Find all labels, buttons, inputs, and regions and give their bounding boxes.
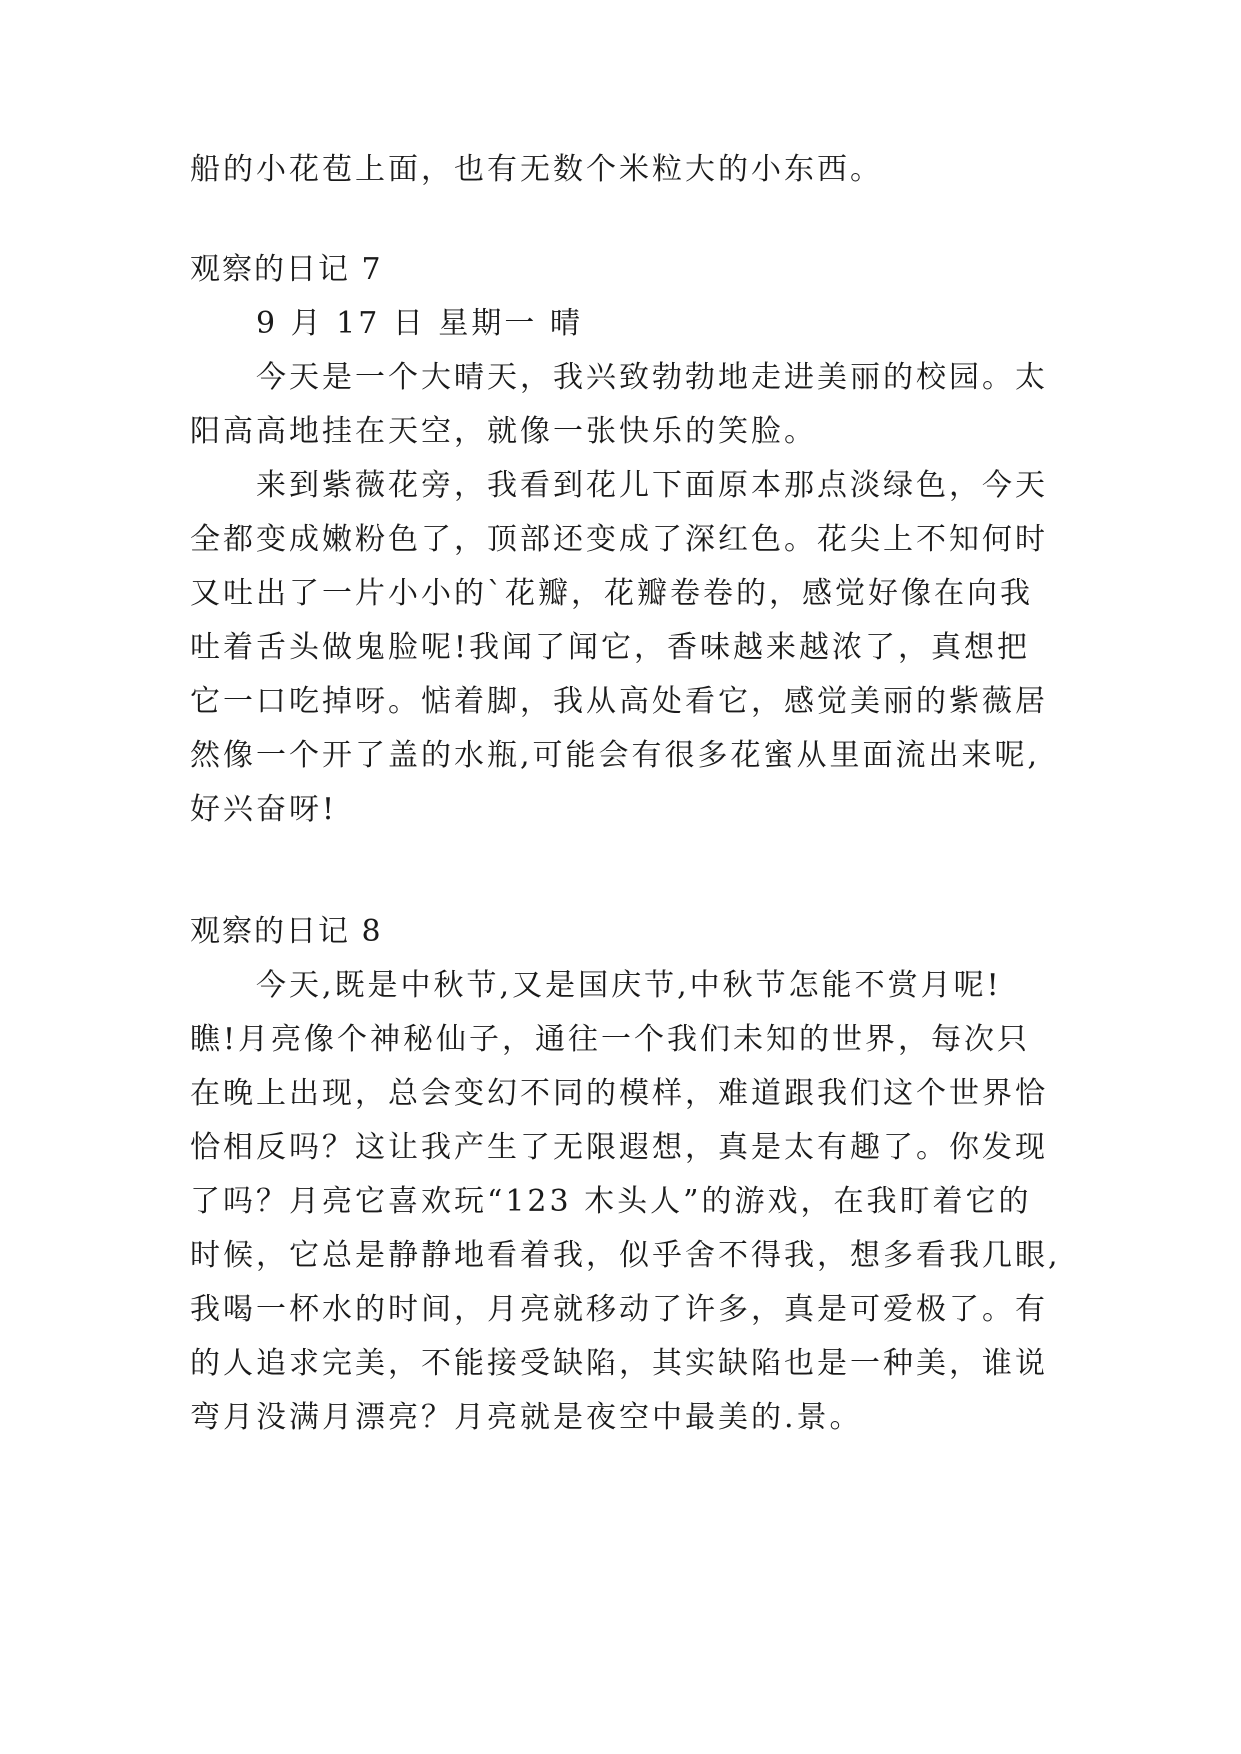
entry-7-line-4: 全都变成嫩粉色了，顶部还变成了深红色。花尖上不知何时 <box>190 522 1048 557</box>
entry-8-line-8: 的人追求完美，不能接受缺陷，其实缺陷也是一种美，谁说 <box>190 1346 1048 1381</box>
entry-8-line-1: 今天,既是中秋节,又是国庆节,中秋节怎能不赏月呢! <box>256 968 1002 1003</box>
entry-7-line-7: 它一口吃掉呀。惦着脚，我从高处看它，感觉美丽的紫薇居 <box>190 684 1048 719</box>
entry-8-line-9: 弯月没满月漂亮？月亮就是夜空中最美的.景。 <box>190 1400 863 1435</box>
entry-7-line-1: 今天是一个大晴天，我兴致勃勃地走进美丽的校园。太 <box>256 360 1048 395</box>
entry-8-line-6: 时候，它总是静静地看着我，似乎舍不得我，想多看我几眼, <box>190 1238 1061 1273</box>
entry-7-date-line: 9 月 17 日 星期一 晴 <box>256 306 583 341</box>
entry-8-title: 观察的日记 8 <box>190 914 383 949</box>
entry-7-title: 观察的日记 7 <box>190 252 383 287</box>
entry-7-line-8: 然像一个开了盖的水瓶,可能会有很多花蜜从里面流出来呢, <box>190 738 1041 773</box>
entry-8-line-5: 了吗？月亮它喜欢玩“123 木头人”的游戏，在我盯着它的 <box>190 1184 1032 1219</box>
entry-8-line-4: 恰相反吗？这让我产生了无限遐想，真是太有趣了。你发现 <box>190 1130 1048 1165</box>
entry-7-line-2: 阳高高地挂在天空，就像一张快乐的笑脸。 <box>190 414 817 449</box>
entry-8-line-7: 我喝一杯水的时间，月亮就移动了许多，真是可爱极了。有 <box>190 1292 1048 1327</box>
entry-7-line-3: 来到紫薇花旁，我看到花儿下面原本那点淡绿色，今天 <box>256 468 1048 503</box>
entry-8-line-3: 在晚上出现，总会变幻不同的模样，难道跟我们这个世界恰 <box>190 1076 1048 1111</box>
entry-7-line-6: 吐着舌头做鬼脸呢!我闻了闻它，香味越来越浓了，真想把 <box>190 630 1031 665</box>
entry-7-line-9: 好兴奋呀! <box>190 792 338 827</box>
entry-7-line-5: 又吐出了一片小小的`花瓣，花瓣卷卷的，感觉好像在向我 <box>190 576 1033 611</box>
entry-8-line-2: 瞧!月亮像个神秘仙子，通往一个我们未知的世界，每次只 <box>190 1022 1031 1057</box>
paragraph-line-carry-over: 船的小花苞上面，也有无数个米粒大的小东西。 <box>190 152 883 187</box>
